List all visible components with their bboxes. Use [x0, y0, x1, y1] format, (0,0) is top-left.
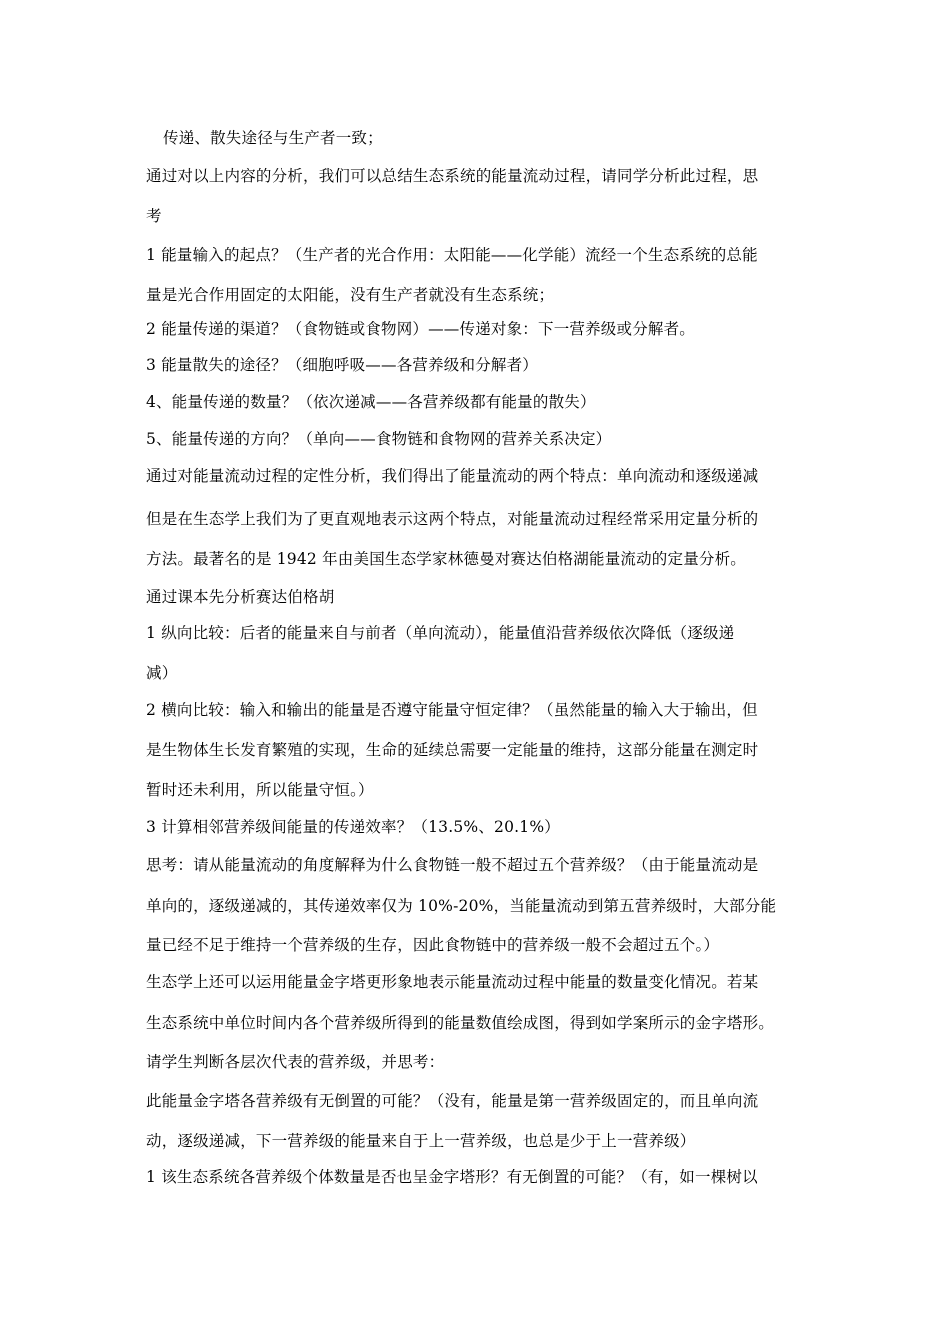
text-line: 通过对能量流动过程的定性分析，我们得出了能量流动的两个特点：单向流动和逐级递减: [146, 467, 759, 485]
text-line: 1 该生态系统各营养级个体数量是否也呈金字塔形？有无倒置的可能？（有，如一棵树以: [146, 1168, 758, 1186]
text-line: 请学生判断各层次代表的营养级，并思考：: [146, 1053, 445, 1071]
text-line: 1 纵向比较：后者的能量来自与前者（单向流动），能量值沿营养级依次降低（逐级递: [146, 624, 735, 642]
text-line: 思考：请从能量流动的角度解释为什么食物链一般不超过五个营养级？（由于能量流动是: [146, 856, 759, 874]
text-line: 3 计算相邻营养级间能量的传递效率？（13.5%、20.1%）: [146, 818, 560, 836]
text-line: 减）: [146, 664, 178, 682]
text-line: 生态学上还可以运用能量金字塔更形象地表示能量流动过程中能量的数量变化情况。若某: [146, 973, 759, 991]
text-line: 动，逐级递减，下一营养级的能量来自于上一营养级，也总是少于上一营养级）: [146, 1132, 696, 1150]
text-line: 传递、散失途径与生产者一致；: [163, 129, 383, 147]
text-line: 此能量金字塔各营养级有无倒置的可能？（没有，能量是第一营养级固定的，而且单向流: [146, 1092, 759, 1110]
text-line: 5、能量传递的方向？（单向——食物链和食物网的营养关系决定）: [146, 430, 612, 448]
text-line: 生态系统中单位时间内各个营养级所得到的能量数值绘成图，得到如学案所示的金字塔形。: [146, 1014, 775, 1032]
text-line: 是生物体生长发育繁殖的实现，生命的延续总需要一定能量的维持，这部分能量在测定时: [146, 741, 759, 759]
text-line: 考: [146, 207, 162, 225]
text-line: 但是在生态学上我们为了更直观地表示这两个特点，对能量流动过程经常采用定量分析的: [146, 510, 759, 528]
text-line: 通过课本先分析赛达伯格胡: [146, 588, 335, 606]
text-line: 4、能量传递的数量？（依次递减——各营养级都有能量的散失）: [146, 393, 596, 411]
text-line: 方法。最著名的是 1942 年由美国生态学家林德曼对赛达伯格湖能量流动的定量分析。: [146, 550, 747, 568]
text-line: 2 能量传递的渠道？（食物链或食物网）——传递对象：下一营养级或分解者。: [146, 320, 695, 338]
text-line: 通过对以上内容的分析，我们可以总结生态系统的能量流动过程，请同学分析此过程，思: [146, 167, 759, 185]
text-line: 量已经不足于维持一个营养级的生存，因此食物链中的营养级一般不会超过五个。）: [146, 936, 720, 954]
text-line: 3 能量散失的途径？（细胞呼吸——各营养级和分解者）: [146, 356, 538, 374]
text-line: 量是光合作用固定的太阳能，没有生产者就没有生态系统；: [146, 286, 555, 304]
text-line: 暂时还未利用，所以能量守恒。）: [146, 781, 374, 799]
text-line: 单向的，逐级递减的，其传递效率仅为 10%-20%，当能量流动到第五营养级时，大部分能: [146, 897, 777, 915]
text-line: 2 横向比较：输入和输出的能量是否遵守能量守恒定律？（虽然能量的输入大于输出，但: [146, 701, 758, 719]
text-line: 1 能量输入的起点？（生产者的光合作用：太阳能——化学能）流经一个生态系统的总能: [146, 246, 758, 264]
